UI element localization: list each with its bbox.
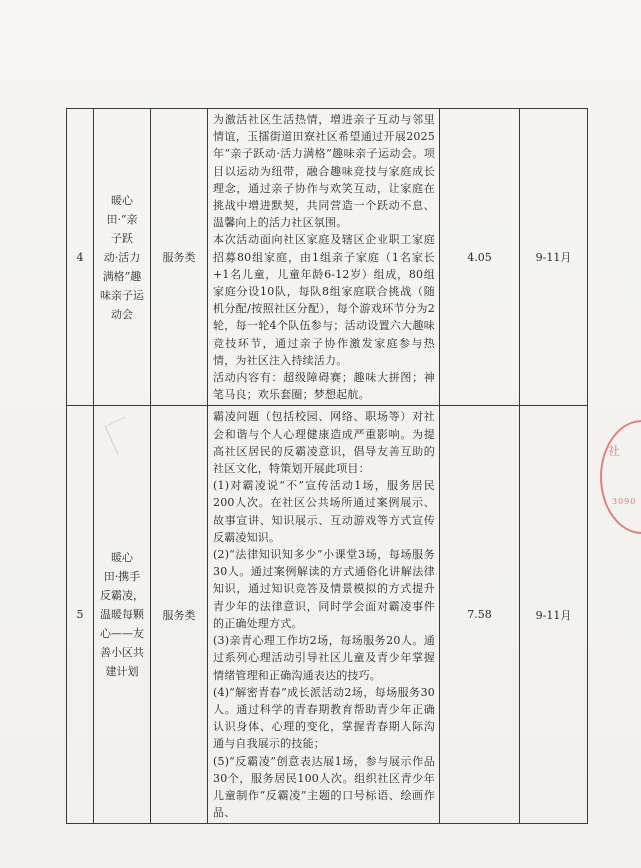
project-amount: 7.58 [440, 406, 520, 824]
project-content [208, 109, 440, 406]
project-name [94, 109, 151, 406]
project-name-line: 反霸凌， [100, 589, 144, 603]
project-name-line: 暖心 [111, 193, 133, 207]
project-category: 服务类 [151, 406, 208, 824]
content-paragraph: 活动内容有：超级障碍赛；趣味大拼图；神笔马良；欢乐套圈；梦想起航。 [213, 371, 435, 402]
project-name-line: 味亲子运 [100, 288, 144, 302]
project-amount: 4.05 [440, 109, 520, 406]
table-row [67, 406, 588, 824]
content-paragraph: (1)对霸凌说“不”宣传活动1场，服务居民200人次。在社区公共场所通过案例展示、故事宣讲、知识展示、互动游戏等方式宣传反霸凌知识。 [213, 479, 435, 544]
project-name-line: 善小区共 [100, 646, 144, 660]
project-name [94, 406, 151, 824]
seal-number: 3090 [612, 497, 637, 506]
content-paragraph: (5)“反霸凌”创意表达展1场，参与展示作品30个，服务居民100人次。组织社区青少年儿童制作“反霸凌”主题的口号标语、绘画作品、 [213, 754, 435, 820]
content-paragraph: 为激活社区生活热情，增进亲子互动与邻里情谊，玉擂街道田寮社区希望通过开展2025年“亲子跃动·活力满格”趣味亲子运动会。项目以运动为纽带，融合趣味竞技与家庭成长理念，通过亲子协作与欢笑互动，让家庭在挑战中增进默契，共同营造一个跃动不息、温馨向上的活力社区氛围。 [213, 113, 435, 230]
project-name-line: 田·“亲 [106, 212, 138, 226]
project-name-line: 建计划 [105, 665, 139, 679]
project-category: 服务类 [151, 109, 208, 406]
content-paragraph: (4)“解密青春”成长派活动2场，每场服务30人。通过科学的青春期教育帮助青少年正确认识身体、心理的变化，掌握青春期人际沟通与自我展示的技能； [213, 685, 435, 751]
project-name-line: 心——友 [100, 627, 144, 641]
content-paragraph: (3)亲青心理工作坊2场，每场服务20人。通过系列心理活动引导社区儿童及青少年掌握情绪管理和正确沟通表达的技巧。 [213, 634, 435, 682]
project-name-line: 子跃 [111, 231, 133, 245]
project-content [208, 406, 440, 824]
row-index: 4 [67, 109, 94, 406]
official-seal [600, 420, 641, 534]
seal-text: 社 [608, 444, 622, 458]
project-name-line: 温暖每颗 [100, 608, 144, 622]
project-table [66, 108, 588, 824]
project-name-line: 田·携手 [103, 570, 141, 584]
row-index: 5 [67, 406, 94, 824]
project-name-line: 暖心 [111, 551, 133, 565]
project-name-line: 动会 [111, 307, 133, 321]
project-period: 9-11月 [520, 109, 588, 406]
content-paragraph: 霸凌问题（包括校园、网络、职场等）对社会和谐与个人心理健康造成严重影响。为提高社区居民的反霸凌意识，倡导友善互助的社区文化，特策划开展此项目： [213, 410, 435, 476]
project-name-line: 满格”趣 [102, 269, 142, 283]
project-name-line: 动·活力 [103, 250, 141, 264]
content-paragraph: (2)“法律知识知多少”小课堂3场，每场服务30人。通过案例解读的方式通俗化讲解法律知识，通过知识竞答及情景模拟的方式提升青少年的法律意识，同时学会面对霸凌事件的正确处理方式。 [213, 548, 435, 630]
table-row [67, 109, 588, 406]
content-paragraph: 本次活动面向社区家庭及辖区企业职工家庭招募80组家庭，由1组亲子家庭（1名家长+1名儿童，儿童年龄6-12岁）组成，80组家庭分设10队，每队8组家庭联合挑战（随机分配/按照社区分配），每个游戏环节分为2轮，每一轮4个队伍参与；活动设置六大趣味竞技环节，通过亲子协作激发家庭参与热情，为社区注入持续活力。 [213, 233, 435, 367]
project-period: 9-11月 [520, 406, 588, 824]
